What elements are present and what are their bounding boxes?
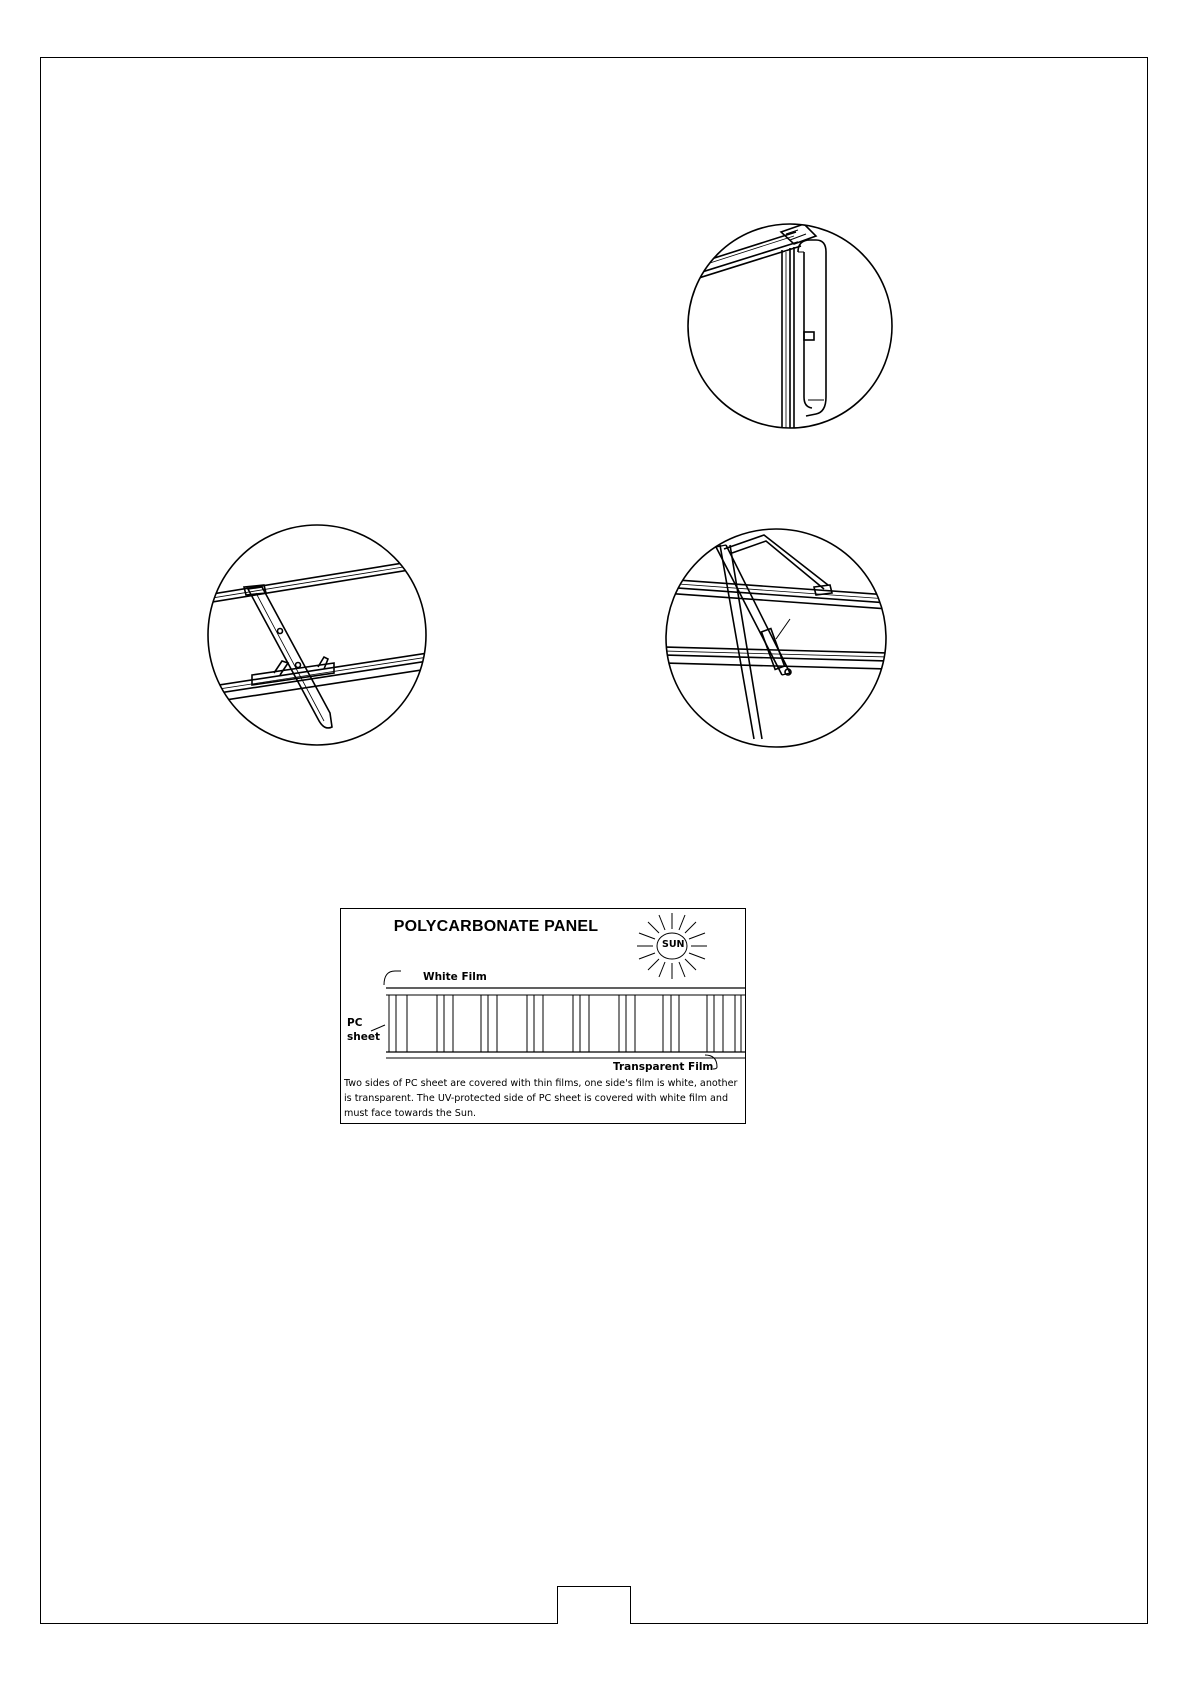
page-border [40, 57, 1148, 1624]
sun-label: SUN [662, 939, 685, 950]
white-film-label: White Film [423, 971, 487, 983]
circle-detail-icon [206, 523, 428, 749]
window-stay-detail [206, 523, 428, 749]
corner-downpipe-detail [686, 222, 896, 432]
circle-detail-icon [664, 527, 888, 749]
pc-sheet-label-line1: PC [347, 1017, 363, 1029]
auto-vent-opener-detail [664, 527, 888, 749]
polycarbonate-panel-diagram [340, 908, 746, 1124]
panel-note: Two sides of PC sheet are covered with thin films, one side's film is white, another is transparent. The UV-protected side of PC sheet is covered with white film and must face towards the Sun. [344, 1078, 738, 1119]
panel-title: POLYCARBONATE PANEL [393, 918, 599, 935]
transparent-film-label: Transparent Film [613, 1061, 714, 1073]
circle-detail-icon [686, 222, 896, 432]
page-number-box [557, 1586, 631, 1624]
pc-sheet-label-line2: sheet [347, 1031, 380, 1043]
